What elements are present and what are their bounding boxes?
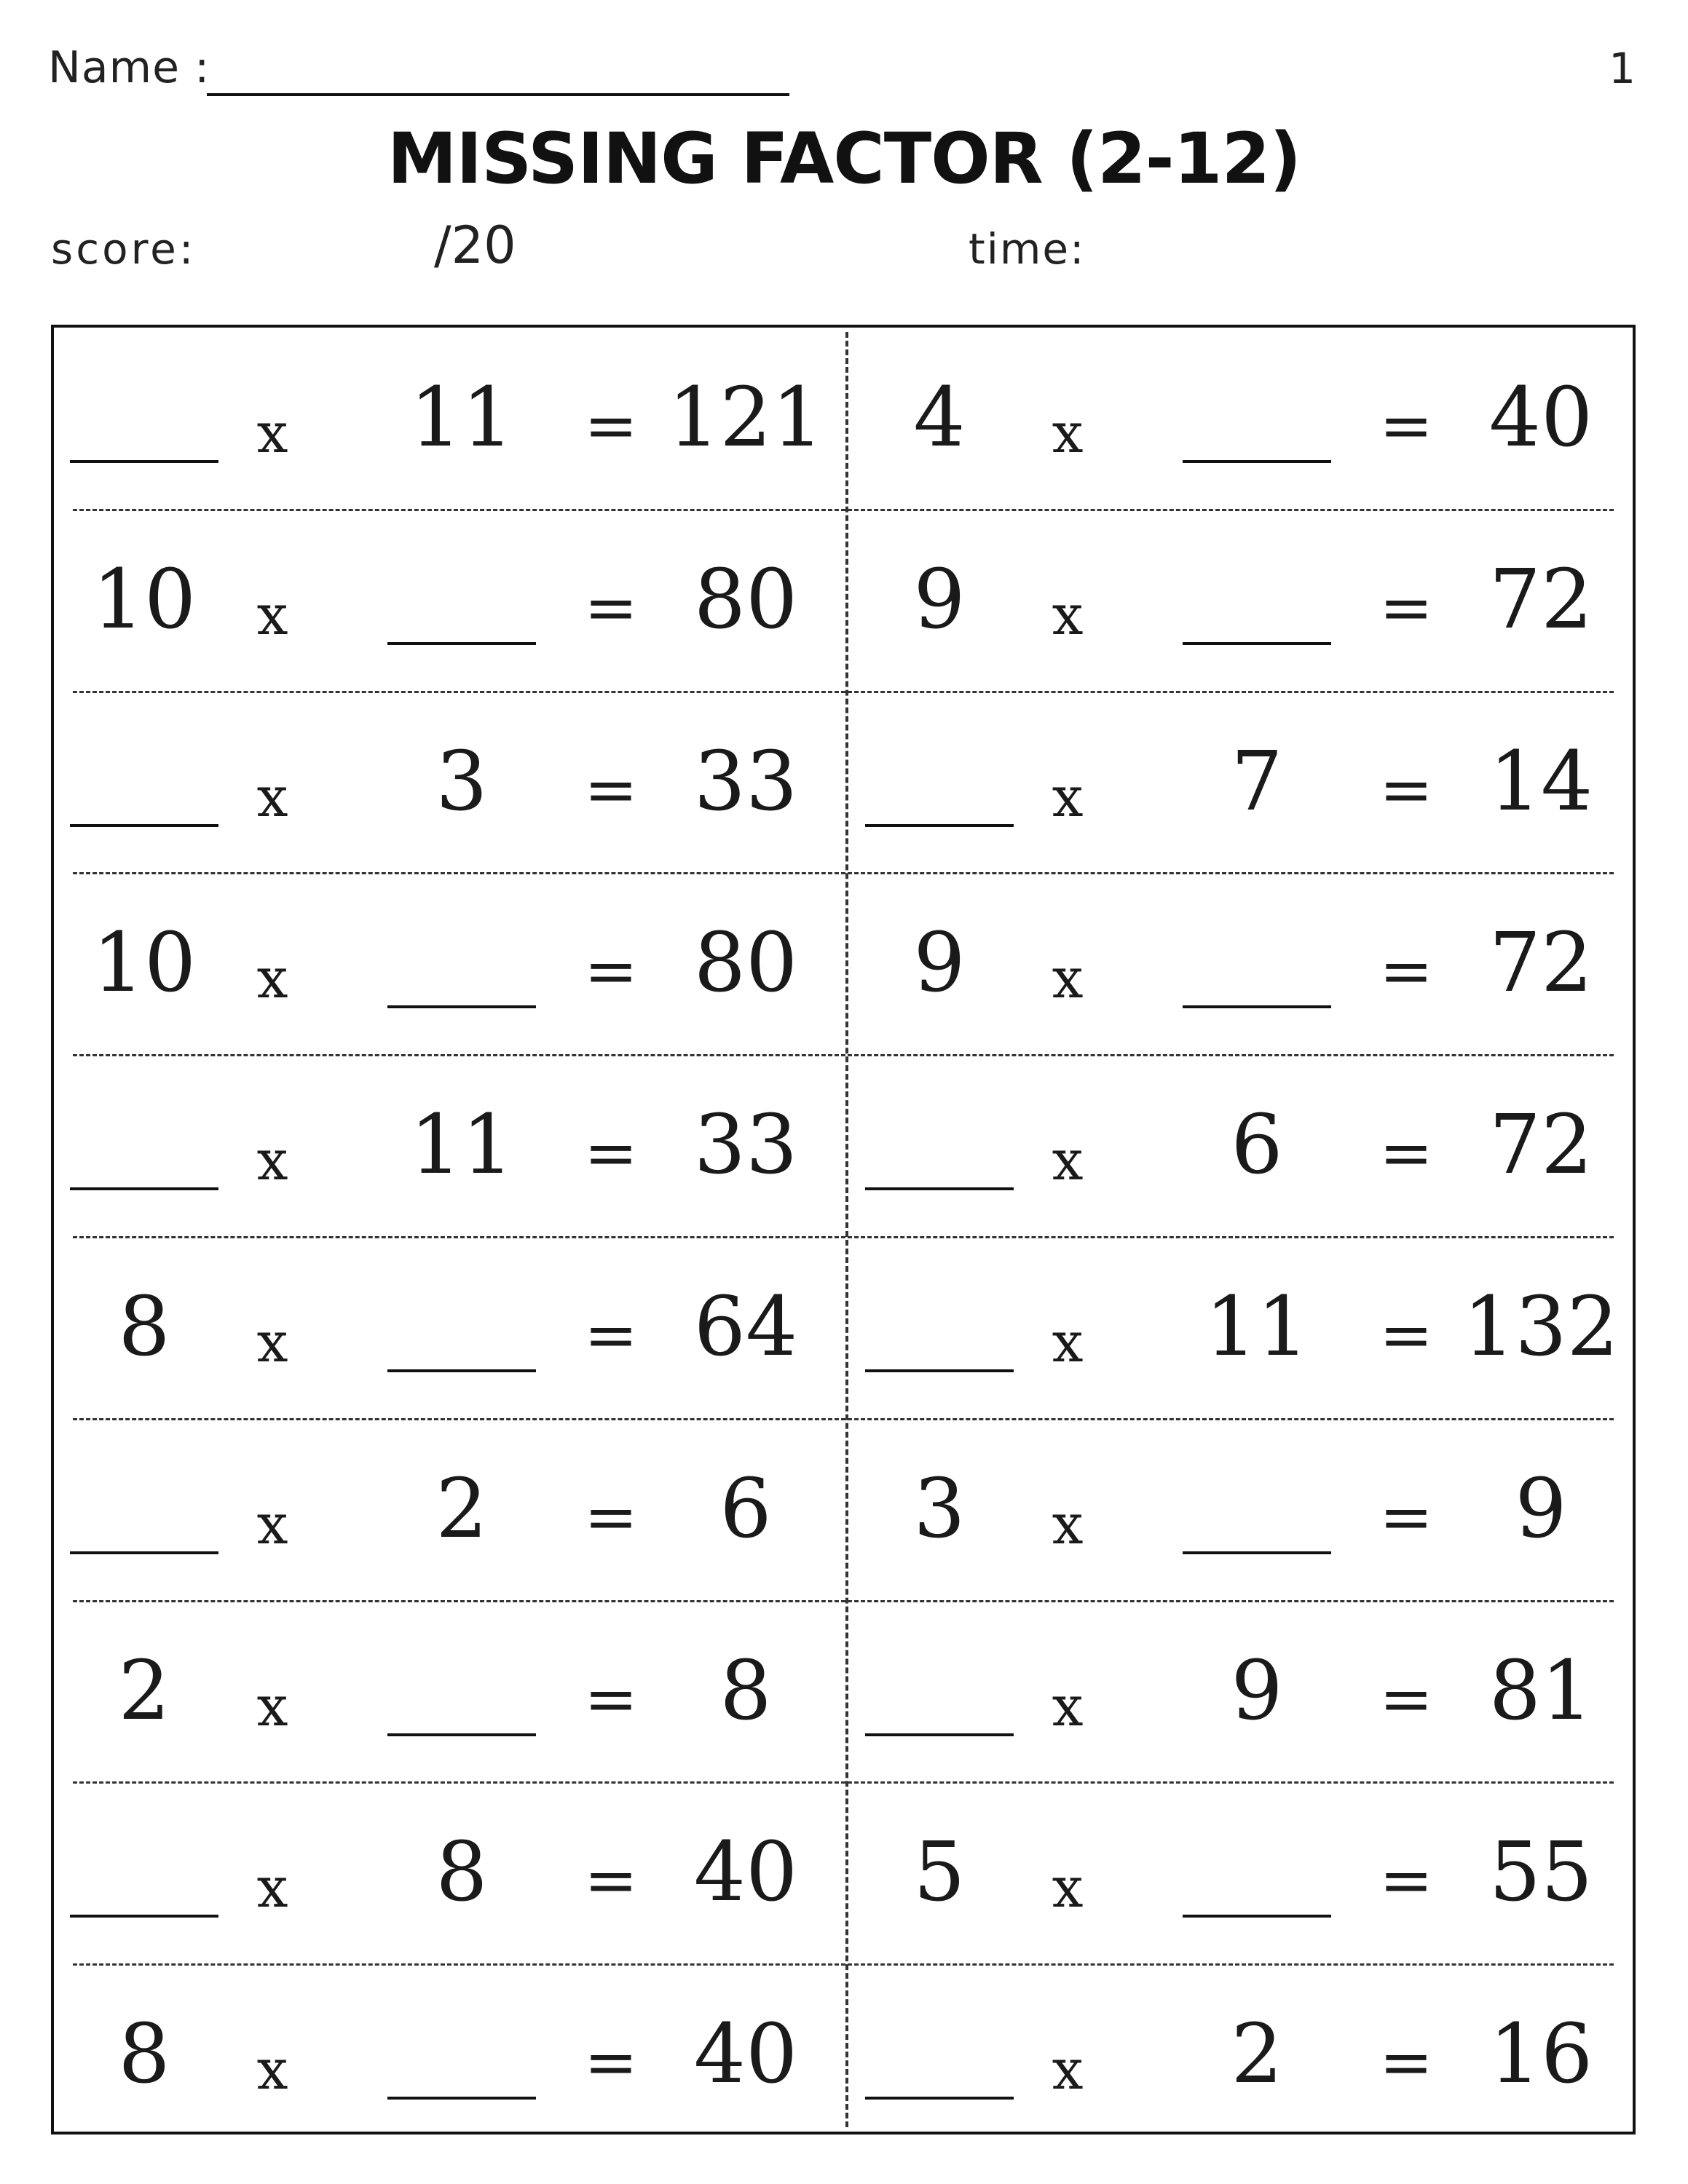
answer-blank-line bbox=[865, 2097, 1014, 2100]
equals-sign: = bbox=[1379, 933, 1433, 1009]
times-sign: x bbox=[256, 1491, 288, 1556]
problem-right bbox=[849, 1419, 1641, 1601]
equals-sign: = bbox=[584, 1843, 638, 1918]
problem-row bbox=[54, 1237, 1633, 1419]
name-label: Name : bbox=[48, 42, 210, 93]
answer-blank-line bbox=[865, 1733, 1014, 1736]
factor-value: 11 bbox=[409, 371, 514, 465]
times-sign: x bbox=[1052, 582, 1084, 647]
times-sign: x bbox=[1052, 1128, 1084, 1193]
equals-sign: = bbox=[584, 569, 638, 645]
problem-grid bbox=[51, 325, 1636, 2134]
times-sign: x bbox=[256, 1855, 288, 1920]
answer-blank-line bbox=[1183, 460, 1331, 463]
answer-blank-line bbox=[1183, 1005, 1331, 1008]
problem-row bbox=[54, 1419, 1633, 1601]
score-label: score: bbox=[51, 224, 197, 274]
answer-blank-line bbox=[865, 1187, 1014, 1190]
answer-blank[interactable] bbox=[360, 1601, 564, 1783]
times-sign: x bbox=[256, 764, 288, 829]
problem-right bbox=[849, 873, 1641, 1055]
problem-left bbox=[54, 692, 846, 874]
equals-sign: = bbox=[584, 1115, 638, 1191]
factor-value: 3 bbox=[435, 734, 488, 829]
column-divider bbox=[845, 332, 848, 2127]
answer-blank[interactable] bbox=[862, 1055, 1017, 1237]
answer-blank-line bbox=[70, 1551, 218, 1554]
equals-sign: = bbox=[584, 2025, 638, 2100]
times-sign: x bbox=[1052, 1310, 1084, 1374]
product-value: 72 bbox=[1488, 916, 1593, 1011]
factor-value: 11 bbox=[409, 1098, 514, 1193]
answer-blank[interactable] bbox=[360, 873, 564, 1055]
problem-right bbox=[849, 1601, 1641, 1783]
worksheet-title: MISSING FACTOR (2-12) bbox=[387, 118, 1301, 199]
times-sign: x bbox=[256, 582, 288, 647]
product-value: 8 bbox=[719, 1643, 772, 1738]
problem-left bbox=[54, 328, 846, 510]
times-sign: x bbox=[1052, 946, 1084, 1011]
product-value: 72 bbox=[1488, 552, 1593, 647]
times-sign: x bbox=[1052, 1491, 1084, 1556]
product-value: 80 bbox=[693, 552, 798, 647]
answer-blank[interactable] bbox=[67, 1055, 221, 1237]
times-sign: x bbox=[256, 1673, 288, 1738]
problem-right bbox=[849, 1782, 1641, 1964]
page-number: 1 bbox=[1609, 44, 1636, 93]
answer-blank-line bbox=[865, 824, 1014, 827]
product-value: 80 bbox=[693, 916, 798, 1011]
equals-sign: = bbox=[1379, 388, 1433, 463]
answer-blank-line bbox=[387, 1005, 536, 1008]
answer-blank[interactable] bbox=[67, 328, 221, 510]
factor-value: 11 bbox=[1204, 1280, 1309, 1374]
problem-row bbox=[54, 510, 1633, 692]
answer-blank[interactable] bbox=[360, 510, 564, 692]
answer-blank-line bbox=[1183, 1551, 1331, 1554]
answer-blank-line bbox=[70, 1915, 218, 1918]
answer-blank[interactable] bbox=[360, 1237, 564, 1419]
times-sign: x bbox=[256, 400, 288, 465]
answer-blank[interactable] bbox=[67, 1419, 221, 1601]
factor-value: 10 bbox=[92, 916, 197, 1011]
product-value: 81 bbox=[1488, 1643, 1593, 1738]
product-value: 9 bbox=[1515, 1461, 1567, 1556]
equals-sign: = bbox=[1379, 1297, 1433, 1372]
answer-blank[interactable] bbox=[862, 1601, 1017, 1783]
product-value: 6 bbox=[719, 1461, 772, 1556]
equals-sign: = bbox=[584, 1297, 638, 1372]
factor-value: 8 bbox=[118, 2007, 170, 2102]
problem-row bbox=[54, 1964, 1633, 2146]
answer-blank[interactable] bbox=[1155, 1782, 1359, 1964]
problem-row bbox=[54, 1601, 1633, 1783]
answer-blank-line bbox=[1183, 1915, 1331, 1918]
problem-left bbox=[54, 1055, 846, 1237]
answer-blank-line bbox=[387, 642, 536, 645]
answer-blank[interactable] bbox=[862, 1237, 1017, 1419]
answer-blank-line bbox=[70, 460, 218, 463]
factor-value: 3 bbox=[913, 1461, 966, 1556]
product-value: 14 bbox=[1488, 734, 1593, 829]
equals-sign: = bbox=[1379, 569, 1433, 645]
score-total: /20 bbox=[434, 215, 516, 275]
problem-row bbox=[54, 873, 1633, 1055]
problem-left bbox=[54, 510, 846, 692]
problem-left bbox=[54, 873, 846, 1055]
equals-sign: = bbox=[1379, 751, 1433, 827]
factor-value: 5 bbox=[913, 1825, 966, 1920]
product-value: 64 bbox=[693, 1280, 798, 1374]
problem-right bbox=[849, 510, 1641, 692]
product-value: 33 bbox=[693, 734, 798, 829]
answer-blank-line bbox=[70, 824, 218, 827]
equals-sign: = bbox=[584, 751, 638, 827]
times-sign: x bbox=[1052, 1673, 1084, 1738]
answer-blank-line bbox=[387, 2097, 536, 2100]
times-sign: x bbox=[256, 1310, 288, 1374]
problem-row bbox=[54, 328, 1633, 510]
problem-row bbox=[54, 1055, 1633, 1237]
product-value: 132 bbox=[1463, 1280, 1619, 1374]
equals-sign: = bbox=[1379, 1843, 1433, 1918]
times-sign: x bbox=[1052, 1855, 1084, 1920]
answer-blank-line bbox=[387, 1733, 536, 1736]
equals-sign: = bbox=[584, 933, 638, 1009]
factor-value: 2 bbox=[118, 1643, 170, 1738]
times-sign: x bbox=[256, 1128, 288, 1193]
problem-right bbox=[849, 1237, 1641, 1419]
times-sign: x bbox=[256, 946, 288, 1011]
answer-blank[interactable] bbox=[1155, 873, 1359, 1055]
product-value: 55 bbox=[1488, 1825, 1593, 1920]
product-value: 121 bbox=[668, 371, 824, 465]
problem-right bbox=[849, 692, 1641, 874]
problem-left bbox=[54, 1419, 846, 1601]
answer-blank[interactable] bbox=[1155, 1419, 1359, 1601]
factor-value: 9 bbox=[913, 552, 966, 647]
answer-blank[interactable] bbox=[862, 1964, 1017, 2146]
factor-value: 2 bbox=[435, 1461, 488, 1556]
factor-value: 9 bbox=[1231, 1643, 1283, 1738]
answer-blank[interactable] bbox=[67, 692, 221, 874]
answer-blank-line bbox=[1183, 642, 1331, 645]
answer-blank[interactable] bbox=[360, 1964, 564, 2146]
name-input-line[interactable] bbox=[207, 93, 789, 96]
problem-left bbox=[54, 1782, 846, 1964]
answer-blank[interactable] bbox=[1155, 510, 1359, 692]
factor-value: 7 bbox=[1231, 734, 1283, 829]
factor-value: 9 bbox=[913, 916, 966, 1011]
factor-value: 2 bbox=[1231, 2007, 1283, 2102]
product-value: 33 bbox=[693, 1098, 798, 1193]
times-sign: x bbox=[256, 2037, 288, 2102]
problem-right bbox=[849, 1055, 1641, 1237]
times-sign: x bbox=[1052, 2037, 1084, 2102]
factor-value: 6 bbox=[1231, 1098, 1283, 1193]
factor-value: 10 bbox=[92, 552, 197, 647]
times-sign: x bbox=[1052, 764, 1084, 829]
product-value: 40 bbox=[693, 1825, 798, 1920]
problem-right bbox=[849, 1964, 1641, 2146]
problem-right bbox=[849, 328, 1641, 510]
equals-sign: = bbox=[1379, 1661, 1433, 1736]
product-value: 16 bbox=[1488, 2007, 1593, 2102]
product-value: 40 bbox=[693, 2007, 798, 2102]
answer-blank[interactable] bbox=[862, 692, 1017, 874]
answer-blank-line bbox=[387, 1369, 536, 1372]
factor-value: 8 bbox=[435, 1825, 488, 1920]
equals-sign: = bbox=[1379, 1479, 1433, 1554]
equals-sign: = bbox=[584, 388, 638, 463]
answer-blank-line bbox=[70, 1187, 218, 1190]
factor-value: 4 bbox=[913, 371, 966, 465]
factor-value: 8 bbox=[118, 1280, 170, 1374]
problem-left bbox=[54, 1237, 846, 1419]
equals-sign: = bbox=[584, 1661, 638, 1736]
equals-sign: = bbox=[1379, 2025, 1433, 2100]
answer-blank[interactable] bbox=[67, 1782, 221, 1964]
problem-left bbox=[54, 1964, 846, 2146]
product-value: 40 bbox=[1488, 371, 1593, 465]
product-value: 72 bbox=[1488, 1098, 1593, 1193]
times-sign: x bbox=[1052, 400, 1084, 465]
problem-left bbox=[54, 1601, 846, 1783]
time-label: time: bbox=[969, 224, 1086, 274]
equals-sign: = bbox=[584, 1479, 638, 1554]
problem-row bbox=[54, 692, 1633, 874]
answer-blank[interactable] bbox=[1155, 328, 1359, 510]
problem-row bbox=[54, 1782, 1633, 1964]
equals-sign: = bbox=[1379, 1115, 1433, 1191]
answer-blank-line bbox=[865, 1369, 1014, 1372]
